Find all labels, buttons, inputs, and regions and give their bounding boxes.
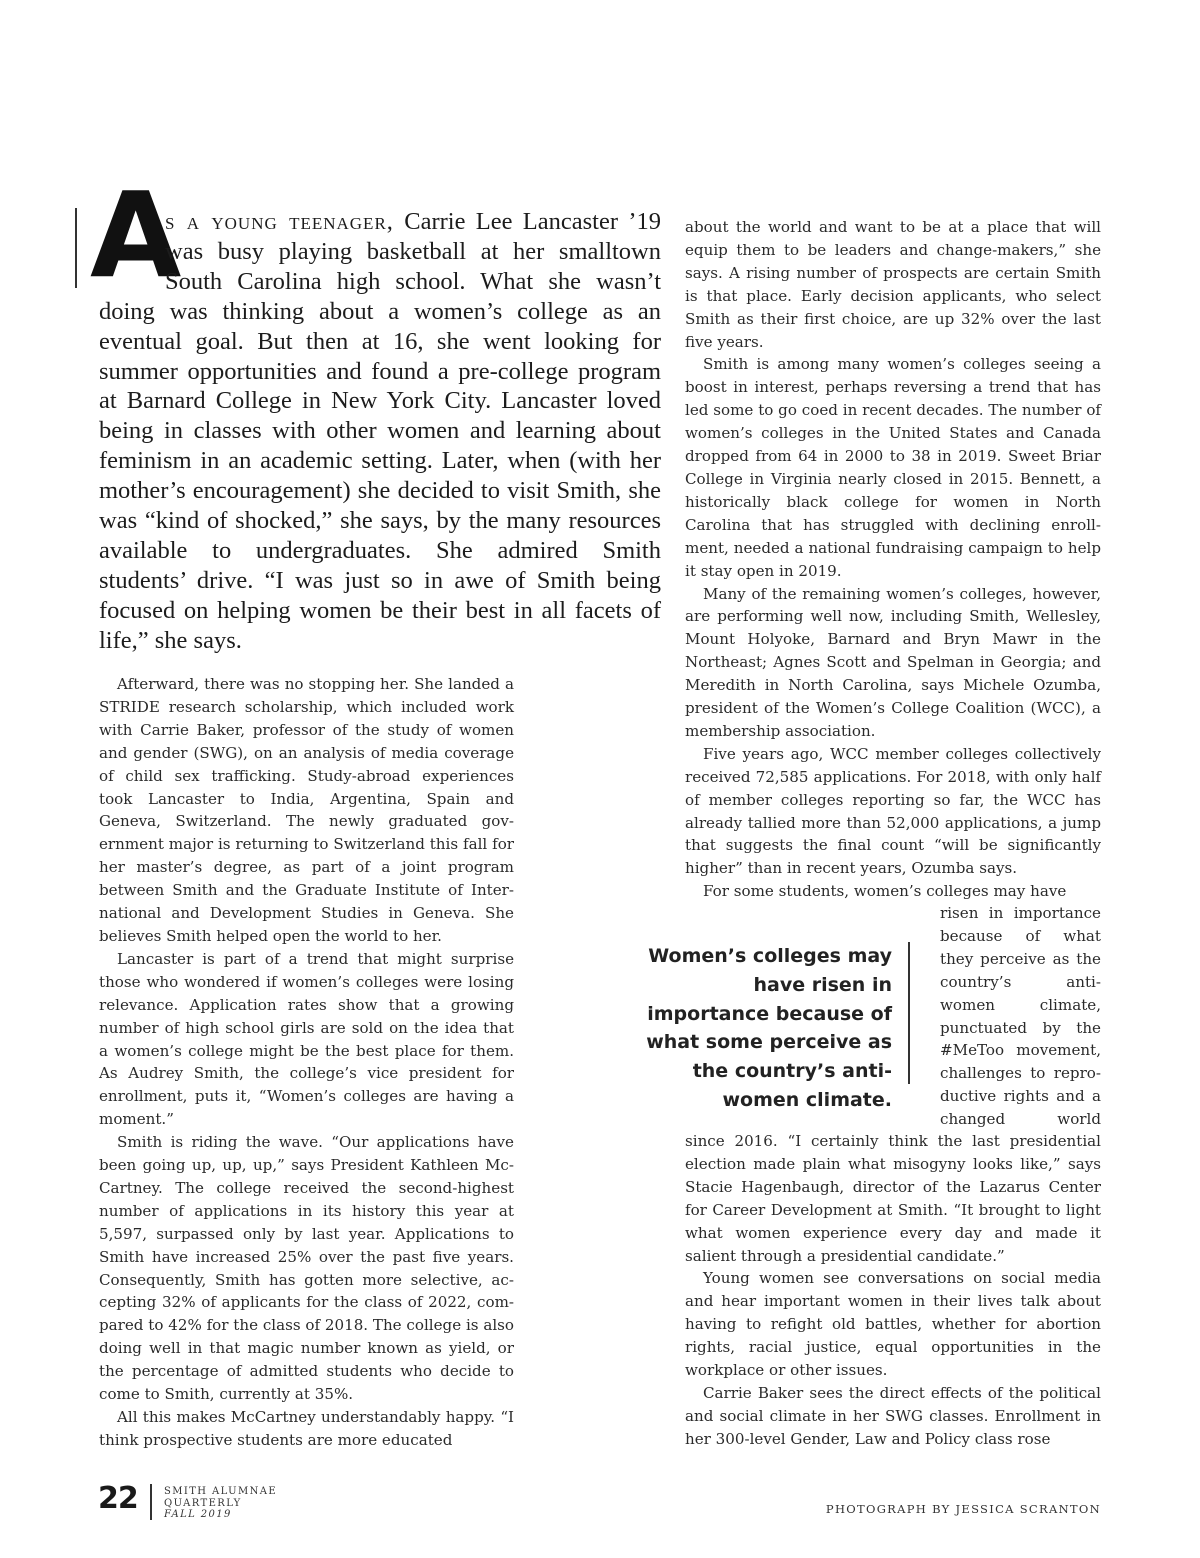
issue-date: FALL 2019	[164, 1509, 232, 1520]
body-paragraph: All this makes McCartney understandably happy. “I think prospective students are more educated	[99, 1408, 514, 1449]
body-paragraph: Many of the remaining women’s colleges, however, are performing well now, including Smith, Wellesley, Mount Holyoke, Barnard and Bryn Mawr in the Northeast; Agnes Scott and Spelman in Georgia; and Meredith in North Carolina, says Michele Ozumba, president of the Women’s College Coalition (WCC), a membership association.	[685, 584, 1101, 740]
photo-credit: PHOTOGRAPH BY JESSICA SCRANTON	[825, 1502, 1101, 1516]
masthead-line: QUARTERLY	[164, 1497, 242, 1509]
folio-divider	[150, 1484, 152, 1520]
pull-quote-rule	[908, 942, 910, 1084]
drop-cap: A	[90, 166, 180, 304]
lead-body: Carrie Lee Lancaster ’19 was busy playing basketball at her smalltown South Carolina high school. What she wasn’t doing was thinking about a women’s college as an eventual goal. But then at 16, she went looking for summer opportunities and found a pre-college program at Barnard College in New York City. Lancaster loved being in classes with other women and learning about feminism in an academic setting. Later, when (with her mother’s encouragement) she decided to visit Smith, she was “kind of shocked,” she says, by the many resources available to undergraduates. She admired Smith students’ drive. “I was just so in awe of Smith being focused on helping women be their best in all facets of life,” she says.	[99, 208, 661, 654]
lead-paragraph	[99, 207, 661, 656]
left-column	[99, 673, 514, 1452]
drop-cap-space	[99, 207, 165, 295]
body-paragraph: Lancaster is part of a trend that might surprise those who wondered if women’s colleges were losing relevance. Application rates show that a growing number of high school girls are sold on the idea that a women’s college might be the best place for them. As Audrey Smith, the college’s vice president for enrollment, puts it, “Women’s colleges are having a moment.”	[99, 949, 514, 1129]
body-paragraph: about the world and want to be at a place that will equip them to be leaders and change-makers,” she says. A rising number of prospects are certain Smith is that place. Early decision applicants, who select Smith as their first choice, are up 32% over the last five years.	[685, 218, 1101, 351]
right-column-bottom	[685, 1130, 1101, 1451]
body-paragraph: Young women see conversations on social media and hear important women in their lives talk about having to refight old battles, whether for abortion rights, racial justice, equal opportunities in the workplace or other issues.	[685, 1269, 1101, 1380]
masthead	[164, 1486, 277, 1521]
page-number: 22	[98, 1481, 138, 1516]
body-paragraph: Carrie Baker sees the direct effects of the political and social climate in her SWG classes. Enrollment in her 300-level Gender, Law and Policy class rose	[685, 1383, 1101, 1448]
body-paragraph: risen in importance because of what they perceive as the country’s anti-women climate, punctuated by the #MeToo movement, challenges to reproductive rights and a changed world	[940, 904, 1101, 1129]
masthead-line: SMITH ALUMNAE	[164, 1486, 278, 1497]
body-paragraph: since 2016. “I certainly think the last presidential election made plain what misogyny looks like,” says Stacie Hagenbaugh, director of the Lazarus Center for Career Development at Smith. “It brought to light what women experience every day and made it salient through a presidential candidate.”	[685, 1132, 1101, 1265]
body-paragraph: Smith is among many women’s colleges seeing a boost in interest, perhaps reversing a trend that has led some to go coed in recent decades. The number of women’s colleges in the United States and Canada dropped from 64 in 2000 to 38 in 2019. Sweet Briar College in Virginia nearly closed in 2015. Bennett, a historically black college for women in North Carolina that has struggled with declining enrollment, needed a national fundraising campaign to help it stay open in 2019.	[685, 355, 1101, 580]
right-column-top	[685, 216, 1101, 903]
body-paragraph: Afterward, there was no stopping her. She landed a STRIDE research scholarship, which included work with Carrie Baker, professor of the study of women and gender (SWG), on an analysis of media coverage of child sex trafficking. Study-abroad experiences took Lancaster to India, Argentina, Spain and Geneva, Switzerland. The newly graduated government major is returning to Switzerland this fall for her master’s degree, as part of a joint program between Smith and the Graduate Institute of International and Development Studies in Geneva. She believes Smith helped open the world to her.	[99, 675, 514, 945]
body-paragraph: Five years ago, WCC member colleges collectively received 72,585 applications. For 2018, with only half of member colleges reporting so far, the WCC has already tallied more than 52,000 applications, a jump that suggests the final count “will be significantly higher” than in recent years, Ozumba says.	[685, 744, 1101, 878]
body-paragraph: Smith is riding the wave. “Our applications have been going up, up, up,” says President Kathleen McCartney. The college received the second-highest number of applications in its history this year at 5,597, surpassed only by last year. Applications to Smith have increased 25% over the past five years. Consequently, Smith has gotten more selective, accepting 32% of applicants for the class of 2022, compared to 42% for the class of 2018. The college is also doing well in that magic number known as yield, or the percentage of admitted students who decide to come to Smith, currently at 35%.	[99, 1133, 514, 1404]
right-column-wrap	[940, 902, 1101, 1131]
lead-vertical-rule	[75, 208, 77, 288]
pull-quote: Women’s colleges may have risen in importance because of what some perceive as the country’s anti-women climate.	[646, 945, 892, 1111]
lead-smallcaps: s a young teenager,	[165, 208, 394, 235]
body-paragraph: For some students, women’s colleges may have	[703, 882, 1067, 901]
